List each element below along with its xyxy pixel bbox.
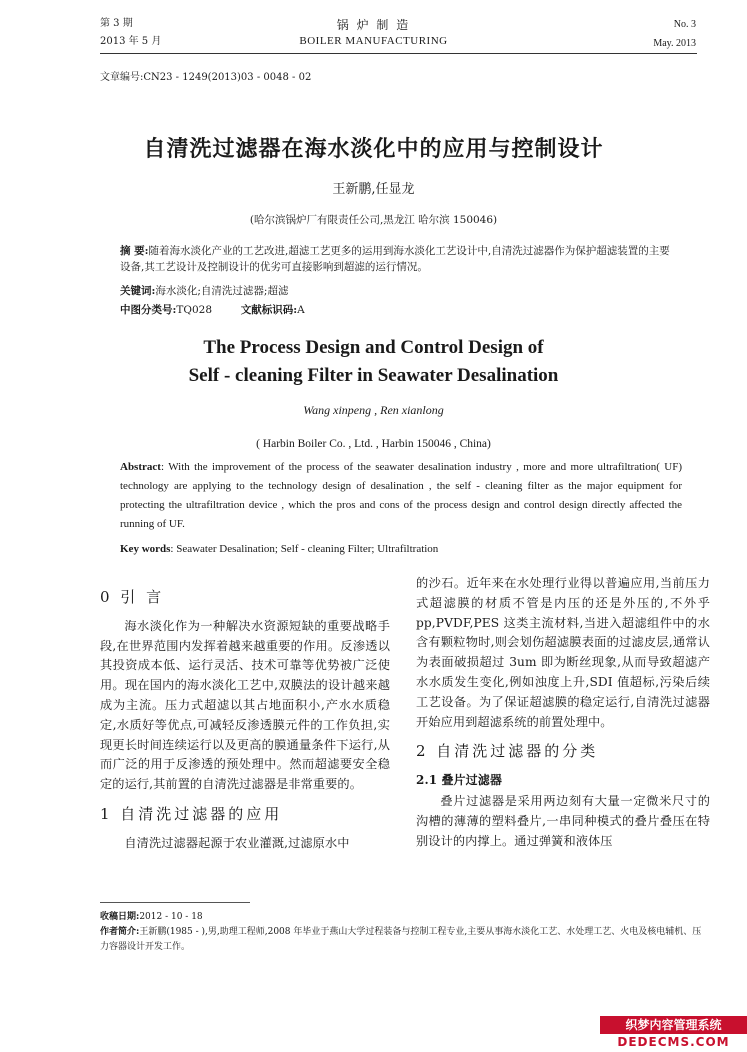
section-1-paragraph-continued: 的沙石。近年来在水处理行业得以普遍应用,当前压力式超滤膜的材质不管是内压的还是外压的,不外乎 pp,PVDF,PES 这类主流材料,当进入超滤组件中的水含有颗粒物时,则会划伤超滤膜表面的过滤皮层,通常认为表面破损超过 3um 即为断丝现象,从而导致超滤产水水质发生变化,例如浊度上升,SDI 值超标,污染后续工艺设备。为了保证超滤膜的稳定运行,自清洗过滤器开始应用到超滤系统的前置处理中。 bbox=[416, 576, 710, 729]
section-1-paragraph: 自清洗过滤器起源于农业灌溉,过滤原水中 bbox=[124, 835, 350, 850]
keywords-cn bbox=[120, 283, 680, 299]
section-0-heading: 0 引 言 bbox=[100, 588, 165, 606]
keywords-cn-label: 关键词: bbox=[120, 285, 156, 297]
keywords-cn-text: 海水淡化;自清洗过滤器;超滤 bbox=[155, 285, 289, 297]
authors-cn: 王新鹏,任显龙 bbox=[332, 182, 415, 197]
author-bio-label: 作者简介: bbox=[100, 927, 140, 937]
received-date-label: 收稿日期: bbox=[100, 912, 140, 922]
keywords-en-label: Key words bbox=[120, 543, 171, 555]
authors-en: Wang xinpeng , Ren xianlong bbox=[303, 403, 444, 417]
journal-name-en: BOILER MANUFACTURING bbox=[299, 35, 448, 47]
header-rule bbox=[100, 53, 697, 54]
section-1-heading: 1 自清洗过滤器的应用 bbox=[100, 804, 283, 823]
affiliation-en: ( Harbin Boiler Co. , Ltd. , Harbin 150046 , China) bbox=[256, 438, 491, 450]
article-number: 文章编号:CN23 - 1249(2013)03 - 0048 - 02 bbox=[100, 72, 312, 83]
section-0-paragraph: 海水淡化作为一种解决水资源短缺的重要战略手段,在世界范围内发挥着越来越重要的作用。反渗透以其投资成本低、运行灵活、技术可靠等优势被广泛使用。现在国内的海水淡化工艺中,双膜法的设计越来越成为主流。压力式超滤以其占地面积小,产水水质稳定,水质好等优点,可减轻反渗透膜元件的工作负担,实现更长时间连续运行以及更高的膜通量条件下运行,从而广泛的用于反渗透的预处理中。然而超滤要安全稳定的运行,其前置的自清洗过滤器是非常重要的。 bbox=[100, 618, 390, 792]
abstract-en-text: : With the improvement of the process of the seawater desalination industry , more and more ultrafiltration( UF) technology are applying to the technology design of desalination , the self - cleaning filter as the major equipment for protecting the ultrafiltration device , which the pros and cons of the process design and control design directly affected the running of UF. bbox=[120, 461, 682, 530]
classification bbox=[120, 302, 680, 318]
footnote-rule bbox=[100, 902, 250, 903]
issue-date-cn: 2013 年 5 月 bbox=[100, 36, 162, 47]
issue-date-en: May. 2013 bbox=[653, 38, 696, 49]
class-label: 中图分类号: bbox=[120, 304, 177, 316]
abstract-en bbox=[120, 458, 682, 534]
section-2-1-heading: 2.1 叠片过滤器 bbox=[416, 773, 502, 788]
title-en-line1: The Process Design and Control Design of bbox=[203, 337, 544, 358]
received-date bbox=[100, 910, 705, 925]
section-2-heading: 2 自清洗过滤器的分类 bbox=[416, 742, 599, 761]
title-cn: 自清洗过滤器在海水淡化中的应用与控制设计 bbox=[143, 136, 604, 162]
received-date-value: 2012 - 10 - 18 bbox=[139, 912, 203, 922]
keywords-en bbox=[120, 540, 682, 559]
issue-number-en: No. 3 bbox=[673, 19, 696, 30]
abstract-cn bbox=[120, 243, 680, 275]
affiliation-cn: (哈尔滨锅炉厂有限责任公司,黑龙江 哈尔滨 150046) bbox=[249, 214, 498, 226]
doc-code-label: 文献标识码: bbox=[240, 304, 298, 316]
doc-code-value: A bbox=[297, 304, 305, 316]
watermark-line1: 织梦内容管理系统 bbox=[600, 1016, 747, 1034]
abstract-cn-text: 随着海水淡化产业的工艺改进,超滤工艺更多的运用到海水淡化工艺设计中,自清洗过滤器作为保护超滤装置的主要设备,其工艺设计及控制设计的优劣可直接影响到超滤的运行情况。 bbox=[120, 245, 670, 273]
abstract-en-label: Abstract bbox=[120, 461, 161, 473]
class-value: TQ028 bbox=[176, 304, 213, 316]
journal-name-cn: 锅 炉 制 造 bbox=[336, 18, 411, 32]
footnote bbox=[100, 910, 705, 955]
abstract-cn-label: 摘 要: bbox=[120, 245, 149, 257]
author-bio bbox=[100, 925, 705, 955]
watermark-line2: DEDECMS.COM bbox=[617, 1035, 730, 1049]
issue-number-cn: 第 3 期 bbox=[100, 18, 133, 29]
keywords-en-text: : Seawater Desalination; Self - cleaning Filter; Ultrafiltration bbox=[170, 543, 439, 555]
author-bio-text: 王新鹏(1985 - ),男,助理工程师,2008 年毕业于燕山大学过程装备与控制工程专业,主要从事海水淡化工艺、水处理工艺、火电及核电辅机、压力容器设计开发工作。 bbox=[100, 927, 702, 952]
title-en-line2: Self - cleaning Filter in Seawater Desalination bbox=[188, 365, 559, 386]
body-column-left bbox=[100, 578, 390, 854]
section-2-1-paragraph: 叠片过滤器是采用两边刻有大量一定微米尺寸的沟槽的薄薄的塑料叠片,一串同种模式的叠片叠压在特别设计的内撑上。通过弹簧和液体压 bbox=[416, 793, 710, 848]
body-column-right bbox=[416, 574, 710, 851]
